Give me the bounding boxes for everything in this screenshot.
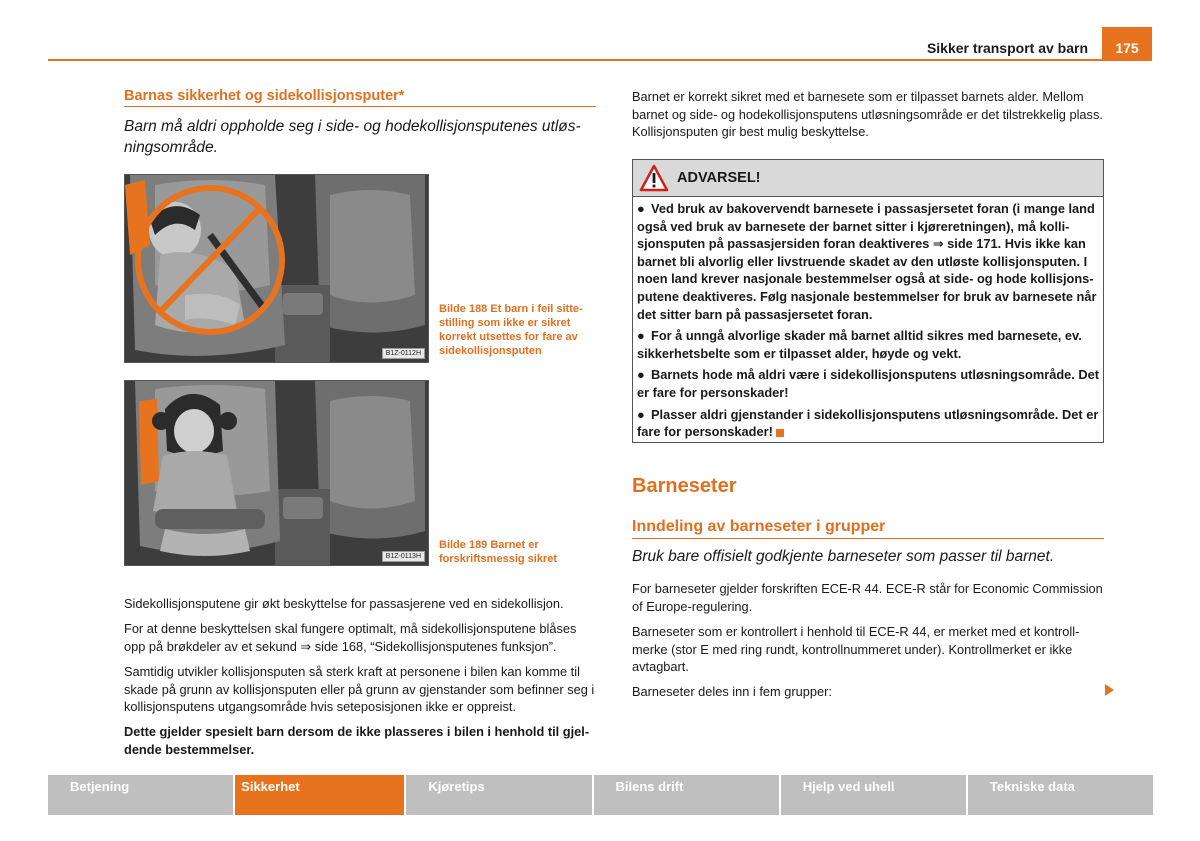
- warning-list: [633, 197, 1103, 441]
- image-code-label: B1Z-0112H: [382, 348, 425, 359]
- figure-188-caption: Bilde 188 Et barn i feil sitte-stilling som ikke er sikret korrekt utsettes for fare av sidekollisjonsputen: [439, 303, 583, 357]
- nav-tab-sikkerhet[interactable]: Sikkerhet: [235, 775, 404, 815]
- image-code-label: B1Z-0113H: [382, 551, 425, 562]
- warning-item: ● Ved bruk av bakovervendt barnesete i passasjersetet foran (i mange land også ved bruk av barnesete der barnet sitter i kjøreretningen), må kolli-sjonsputen på passasjersiden foran deaktiveres ⇒ side 171. Hvis ikke kan barnet bli alvorlig eller livstruende skadet av den utløste kollisjonsputen. I noen land krever nasjonale bestemmelser også at side- og hode kollisjons-putene deaktiveres. Følg nasjonale bestemmelser for bruk av barnesete når det sitter barn på passasjersetet foran.: [637, 201, 1097, 322]
- continue-arrow-icon: [1105, 684, 1114, 696]
- right-paragraph-2: Barneseter som er kontrollert i henhold til ECE-R 44, er merket med et kontroll-merke (stor E med ring rundt, kontrollnummeret under). Kontrollmerket er ikke avtagbart.: [632, 624, 1080, 674]
- left-paragraph-1: Sidekollisjonsputene gir økt beskyttelse for passasjerene ved en sidekollisjon.: [124, 596, 564, 611]
- warning-item: ● Plasser aldri gjenstander i sidekollisjonsputens utløsningsområde. Det er fare for personskader!: [637, 406, 1099, 440]
- figure-188-illustration: [124, 174, 429, 363]
- warning-triangle-icon: [639, 164, 669, 192]
- section-title: Barnas sikkerhet og sidekollisjonsputer*: [124, 88, 596, 107]
- right-paragraph-1: For barneseter gjelder forskriften ECE-R 44. ECE-R står for Economic Commission of Europe-regulering.: [632, 581, 1103, 614]
- nav-tab-betjening[interactable]: Betjening: [48, 775, 233, 815]
- subsection-lead: Bruk bare offisielt godkjente barneseter som passer til barnet.: [632, 548, 1055, 565]
- subsection-title: Inndeling av barneseter i grupper: [632, 518, 1104, 539]
- nav-tab-tekniske-data[interactable]: Tekniske data: [968, 775, 1153, 815]
- warning-box: [632, 159, 1104, 443]
- warning-item: ● For å unngå alvorlige skader må barnet alltid sikres med barnesete, ev. sikkerhetsbelte som er tilpasset alder, høyde og vekt.: [637, 328, 1082, 361]
- end-mark-icon: [776, 429, 784, 437]
- nav-tab-bilens-drift[interactable]: Bilens drift: [594, 775, 779, 815]
- page-number: 175: [1102, 27, 1152, 61]
- warning-item: ● Barnets hode må aldri være i sidekollisjonsputens utløsningsområde. Det er fare for personskader!: [637, 367, 1099, 400]
- chapter-nav: [48, 775, 1153, 815]
- nav-tab-hjelp-ved-uhell[interactable]: Hjelp ved uhell: [781, 775, 966, 815]
- figure-189-caption: Bilde 189 Barnet er forskriftsmessig sikret: [439, 539, 557, 565]
- chapter-heading: Barneseter: [632, 475, 737, 497]
- figure-189-illustration: [124, 380, 429, 566]
- nav-tab-kjoretips[interactable]: Kjøretips: [406, 775, 591, 815]
- section-lead: Barn må aldri oppholde seg i side- og hodekollisjonsputenes utløs-ningsområde.: [124, 118, 581, 156]
- warning-header: [633, 160, 1103, 197]
- warning-title: ADVARSEL!: [677, 170, 761, 186]
- right-intro-paragraph: Barnet er korrekt sikret med et barnesete som er tilpasset barnets alder. Mellom barnet og side- og hodekollisjonsputens utløsningsområde er det tilstrekkelig plass. Kollisjonsputen gir best mulig beskyttelse.: [632, 89, 1103, 139]
- running-header-title: Sikker transport av barn: [926, 40, 1088, 56]
- left-paragraph-2: For at denne beskyttelsen skal fungere optimalt, må sidekollisjonsputene blåses opp på brøkdeler av et sekund ⇒ side 168, “Sidekollisjonsputenes funksjon”.: [124, 621, 577, 654]
- right-paragraph-3: Barneseter deles inn i fem grupper:: [632, 684, 832, 699]
- left-paragraph-3: Samtidig utvikler kollisjonsputen så sterk kraft at personene i bilen kan komme til skade på grunn av kollisjonsputen eller på grunn av gjenstander som befinner seg i kollisjonsputens utgangsområde hvis seteposisjonen ikke er oppreist.: [124, 664, 595, 714]
- header-rule: [48, 59, 1152, 61]
- left-paragraph-4: Dette gjelder spesielt barn dersom de ikke plasseres i bilen i henhold til gjel-dende bestemmelser.: [124, 724, 590, 757]
